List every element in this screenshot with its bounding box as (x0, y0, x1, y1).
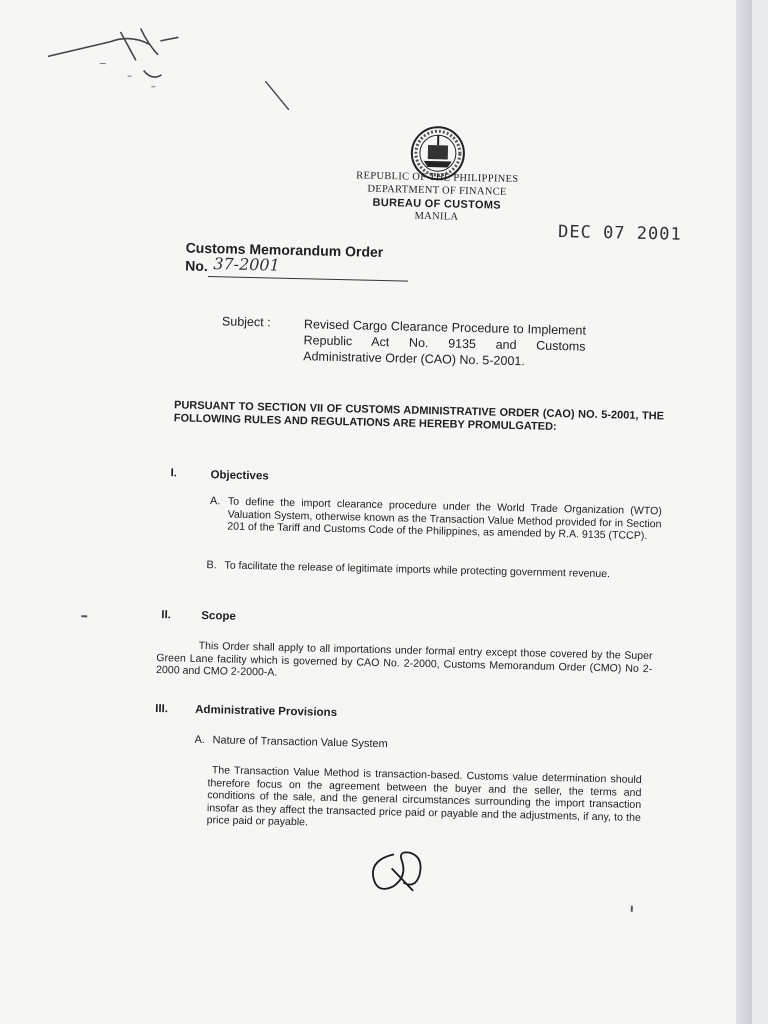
order-title: Customs Memorandum Order (185, 239, 384, 261)
admin-a-text: The Transaction Value Method is transaction-based. Customs value determination should therefore focus on the agreement between the buyer and the seller, the terms and conditions of the sale, and the general circumstances surrounding the import transaction insofar as they affect the transacted price paid or payable and the adjustments, if any, to the price paid or payable. (206, 764, 642, 829)
section-objectives-title: Objectives (210, 469, 269, 483)
order-no-label: No. (185, 257, 209, 275)
section-admin-title: Administrative Provisions (195, 703, 338, 720)
header-republic: REPUBLIC OF THE PHILIPPINES (356, 170, 519, 186)
stray-line (263, 79, 294, 114)
page-edge (736, 0, 752, 1024)
header-department: DEPARTMENT OF FINANCE (367, 183, 507, 198)
admin-a-title: Nature of Transaction Value System (212, 734, 388, 751)
subject-text: Revised Cargo Clearance Procedure to Implement Republic Act No. 9135 and Customs Administrative Order (CAO) No. 5-2001. (303, 317, 587, 369)
pursuant-statement: PURSUANT TO SECTION VII OF CUSTOMS ADMINISTRATIVE ORDER (CAO) NO. 5-2001, THE FOLLOWING RULES AND REGULATIONS ARE HEREBY PROMULGATED: (173, 399, 665, 433)
signature (363, 846, 434, 900)
margin-mark (81, 615, 87, 617)
objective-a-letter: A. (209, 495, 221, 508)
admin-a-letter: A. (194, 733, 206, 747)
objective-a-text: To define the import clearance procedure under the World Trade Organization (WTO) Valuation System, otherwise known as the Transaction Value Method provided for in Section 201 of the Tariff and Customs Code of the Philippines, as amended by R.A. 9135 (TCCP). (227, 495, 662, 543)
section-objectives-number: I. (170, 467, 178, 480)
date-stamp: DEC 07 2001 (557, 221, 682, 245)
section-scope-number: II. (161, 609, 172, 622)
scope-text: This Order shall apply to all importations under formal entry except those covered by the Super Green Lane facility which is governed by CAO No. 2-2000, Customs Memorandum Order (CMO) No 2-2000 and CMO 2-2000-A. (155, 639, 653, 679)
section-scope-title: Scope (201, 609, 236, 623)
header-bureau: BUREAU OF CUSTOMS (372, 196, 502, 212)
section-admin-number: III. (155, 702, 169, 716)
objective-b-letter: B. (206, 559, 218, 572)
order-number-underline (208, 276, 408, 282)
subject-label: Subject : (221, 314, 271, 330)
objective-b-text: To facilitate the release of legitimate imports while protecting government revenue. (224, 559, 611, 581)
header-city: MANILA (414, 210, 459, 223)
order-number: 37-2001 (213, 254, 281, 275)
margin-mark (631, 906, 633, 912)
corner-scribble (39, 12, 201, 106)
